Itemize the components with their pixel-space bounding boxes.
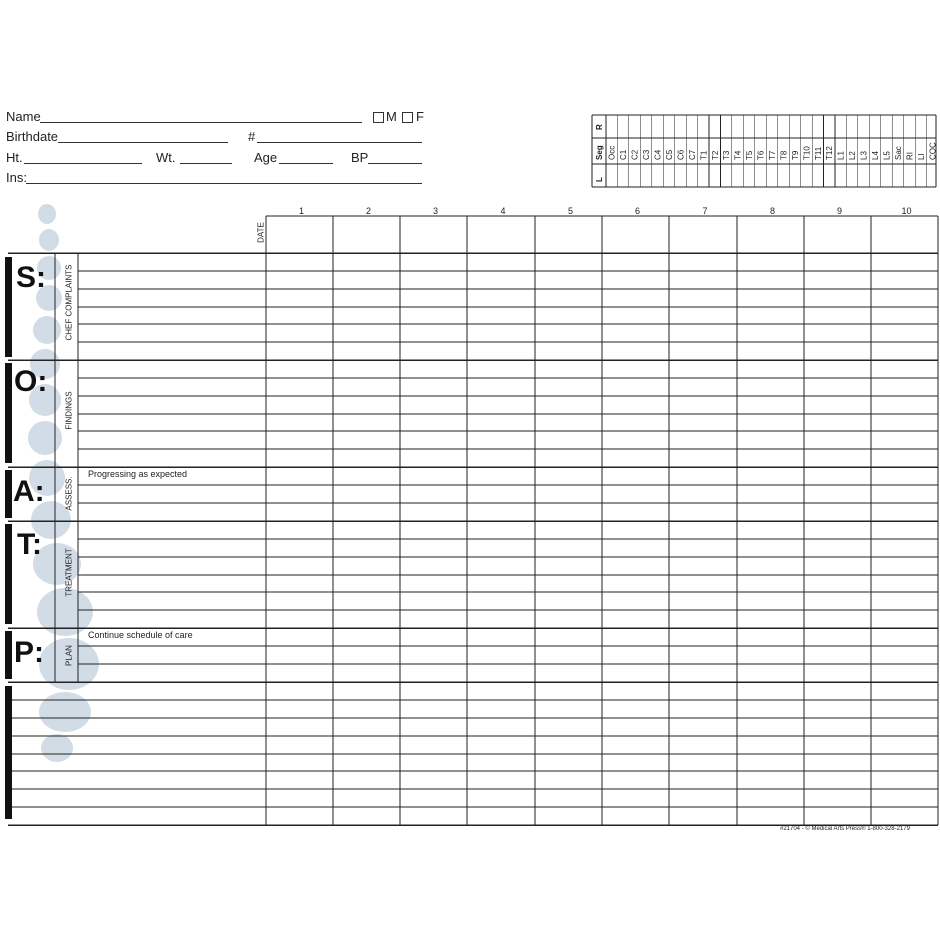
birthdate-label: Birthdate [6,129,59,144]
o-section-label: FINDINGS [64,391,74,430]
column-number: 8 [769,206,775,216]
p-section-bar [5,631,12,679]
segment-label: T7 [768,150,777,160]
name-label: Name [6,109,41,124]
a-section-bar [5,470,12,518]
segment-label: COC [928,142,937,160]
column-number: 6 [634,206,640,216]
female-label: F [416,109,424,124]
segment-label: RI [905,152,915,160]
age-label: Age [254,150,278,165]
o-section-bar [5,363,12,463]
a-section-letter: A: [13,475,45,508]
p-section-note: Continue schedule of care [88,630,193,640]
weight-label: Wt. [156,150,176,165]
s-section-bar [5,257,12,357]
segment-label: L5 [882,151,892,160]
segment-label: Occ [607,145,617,160]
o-section-letter: O: [14,365,48,398]
segment-label: C5 [664,149,674,160]
segment-label: T11 [813,146,823,160]
bp-label: BP [351,150,369,165]
male-label: M [386,109,397,124]
segment-label: L2 [848,151,858,160]
segment-label: L1 [836,151,846,160]
segment-label: LI [916,153,926,160]
t-section-bar [5,524,12,624]
column-number: 2 [365,206,371,216]
segment-label: L4 [871,151,881,160]
column-number: 5 [567,206,573,216]
date-label: DATE [256,222,266,243]
segment-label: C6 [676,149,686,160]
segment-r-label: R [595,124,604,130]
column-number: 10 [901,206,912,216]
segment-label: C1 [619,149,629,160]
segment-label: T4 [733,150,743,160]
t-section-label: TREATMENT [64,548,74,597]
column-number: 4 [500,206,506,216]
segment-label: C4 [653,149,663,160]
segment-label: C2 [630,149,640,160]
segment-label: L3 [859,151,869,160]
segment-seg-label: Seg [595,145,604,160]
segment-label: T12 [825,146,835,160]
s-section-label: CHEF COMPLAINTS [64,264,74,341]
p-section-letter: P: [14,636,44,669]
number-label: # [248,129,256,144]
p-section-label: PLAN [64,645,74,666]
footer-copyright: #21704 - © Medical Arts Press® 1-800-328-2179 [780,826,910,832]
segment-l-label: L [595,177,604,182]
segment-label: T2 [710,150,720,160]
column-number: 7 [702,206,708,216]
column-number: 3 [432,206,438,216]
s-section-letter: S: [16,261,46,294]
insurance-label: Ins: [6,170,27,185]
segment-label: C3 [642,149,652,160]
segment-label: T10 [802,146,812,160]
a-section-note: Progressing as expected [88,469,188,479]
segment-label: T6 [756,150,766,160]
segment-label: T3 [722,150,732,160]
segment-label: T8 [779,150,789,160]
extra-section-bar [5,686,12,819]
t-section-letter: T: [17,528,42,561]
segment-label: Sac [893,146,903,160]
a-section-label: ASSESS. [64,476,74,511]
height-label: Ht. [6,150,23,165]
column-number: 1 [298,206,304,216]
segment-label: T5 [745,150,755,160]
column-number: 9 [836,206,842,216]
segment-label: C7 [687,149,697,160]
segment-label: T1 [699,150,709,160]
segment-label: T9 [790,150,800,160]
